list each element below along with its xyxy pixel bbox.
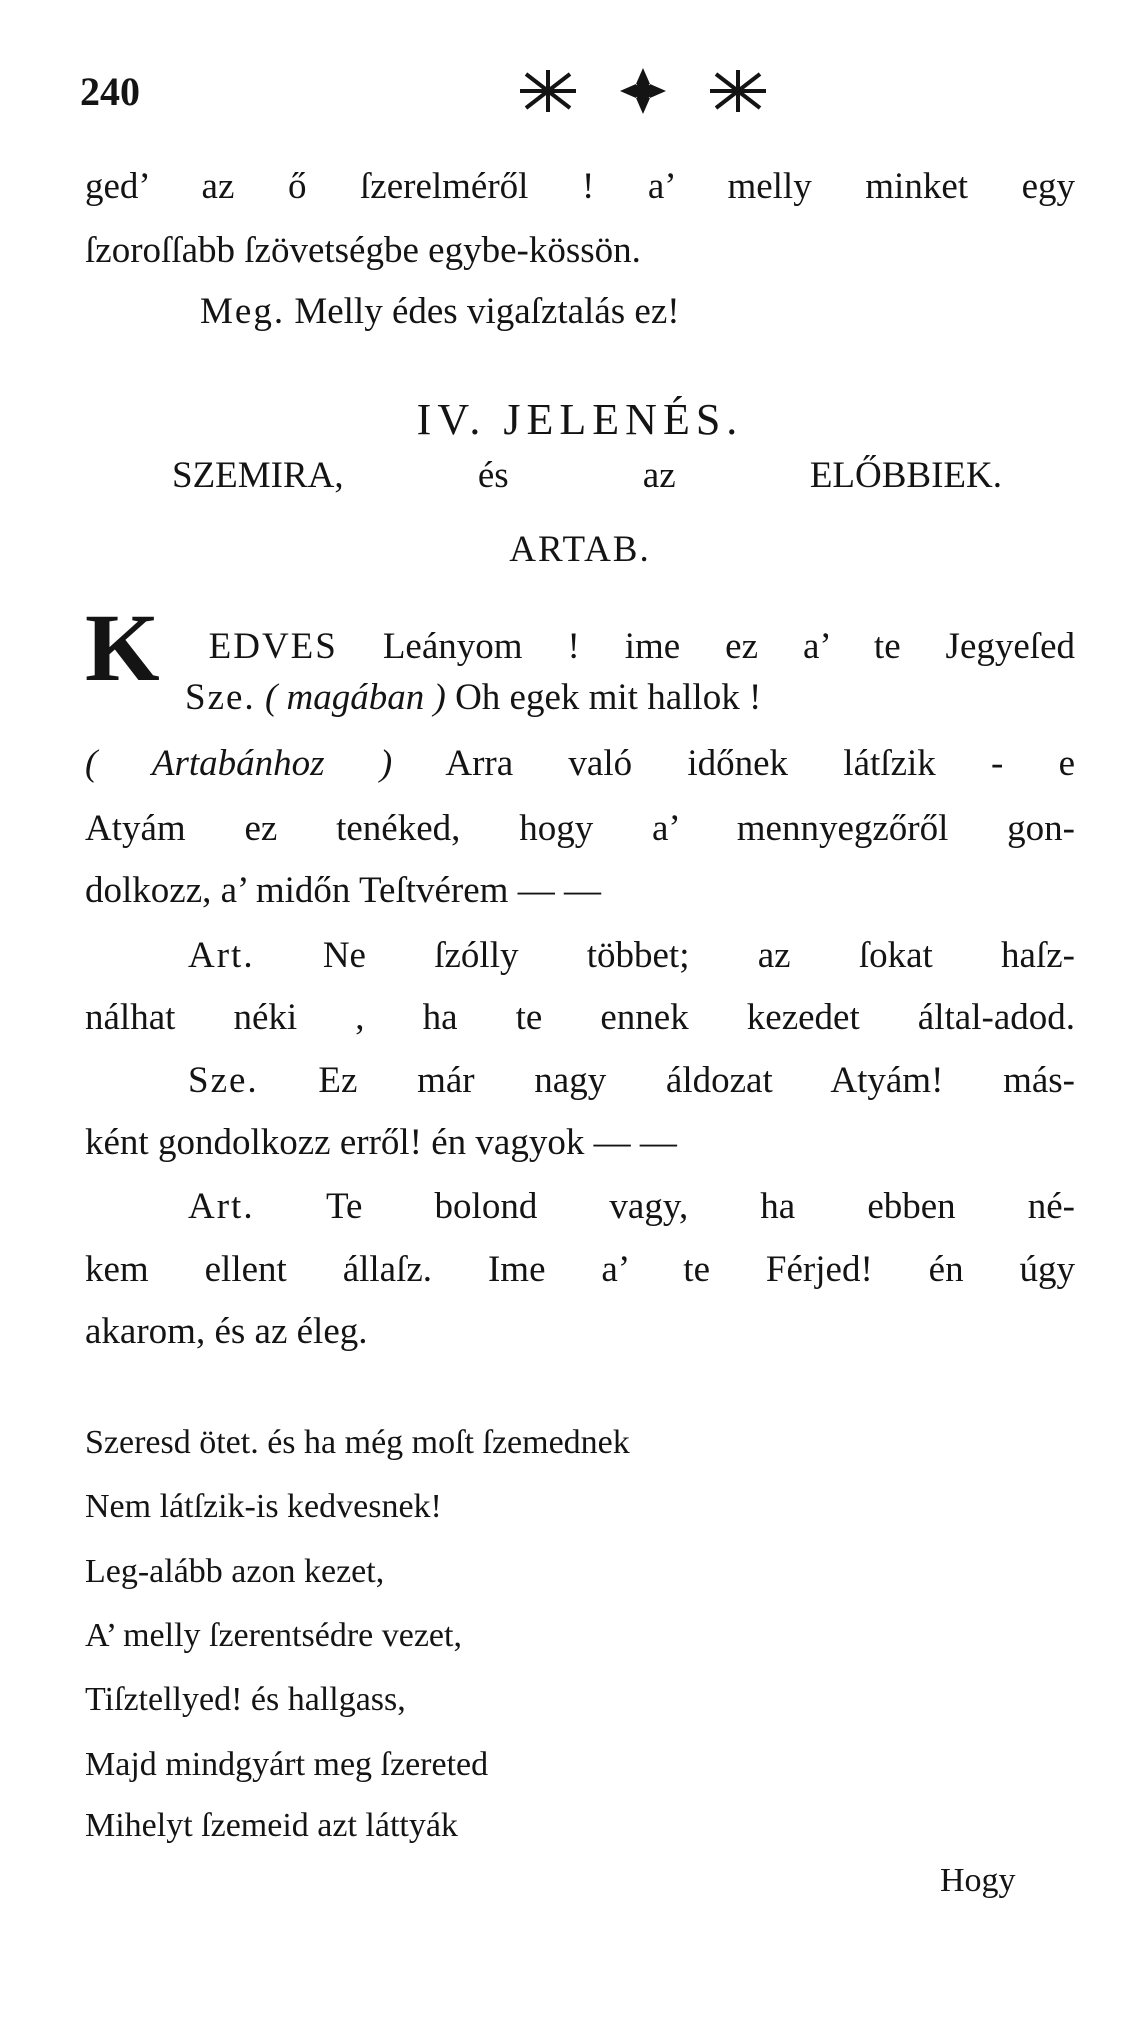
speech-text: Melly édes vigaſztalás ez! [294, 291, 680, 332]
speech-text: Ez már nagy áldozat Atyám! más- [318, 1060, 1075, 1101]
text-line: akarom, és az éleg. [85, 1311, 368, 1352]
running-header [80, 66, 1070, 122]
speech-line [185, 676, 1075, 720]
catchword: Hogy [940, 1862, 1016, 1899]
stage-direction: ( magában ) [264, 677, 446, 718]
speech-text: Leányom ! ime ez a’ te Jegyeſed [382, 626, 1076, 667]
speech-line [200, 290, 1070, 334]
speaker-name: Sze. [188, 1060, 259, 1101]
speaker-name: Meg. [200, 291, 286, 332]
verse-line: Tiſztellyed! és hallgass, [85, 1681, 406, 1718]
verse-line: A’ melly ſzerentsédre vezet, [85, 1617, 462, 1654]
cast-line [172, 454, 1002, 498]
text-line: ged’ az ő ſzerelméről ! a’ melly minket egy [85, 166, 1075, 207]
character-name: ELŐBBIEK. [809, 455, 1003, 496]
speech-line [188, 934, 1075, 978]
text-line: nálhat néki , ha te ennek kezedet által-adod. [85, 997, 1075, 1038]
verse-line: Majd mindgyárt meg ſzereted [85, 1746, 489, 1783]
scene-heading: IV. JELENÉS. [416, 395, 744, 444]
text-line: dolkozz, a’ midőn Teſtvérem — — [85, 870, 601, 911]
connector-text: és az [477, 455, 676, 496]
text-line: ſzoroſſabb ſzövetségbe egybe-kössön. [85, 230, 641, 271]
speaker-name: Art. [188, 1186, 255, 1227]
stage-direction: ( Artabánhoz ) [85, 743, 393, 784]
ornament-stars-icon [508, 66, 778, 116]
text-line: ként gondolkozz erről! én vagyok — — [85, 1122, 677, 1163]
speech-text: Te bolond vagy, ha ebben né- [326, 1186, 1075, 1227]
verse-line: Szeresd ötet. és ha még moſt ſzemednek [85, 1424, 630, 1461]
speaker-heading: ARTAB. [509, 529, 651, 570]
speech-line [188, 1185, 1075, 1229]
text-line: Atyám ez tenéked, hogy a’ mennyegzőről gon- [85, 808, 1075, 849]
page-number: 240 [80, 69, 140, 114]
speech-text: Arra való időnek látſzik - e [445, 743, 1076, 784]
speech-first-word: EDVES [208, 626, 338, 667]
speech-line [85, 742, 1075, 786]
drop-cap: K [85, 594, 160, 701]
text-line: kem ellent állaſz. Ime a’ te Férjed! én úgy [85, 1249, 1075, 1290]
speaker-name: Art. [188, 935, 255, 976]
speech-text: Oh egek mit hallok ! [455, 677, 762, 718]
speaker-name: Sze. [185, 677, 256, 718]
speech-line [188, 1059, 1075, 1103]
verse-line: Nem látſzik-is kedvesnek! [85, 1488, 442, 1525]
verse-line: Mihelyt ſzemeid azt láttyák [85, 1807, 458, 1844]
speech-text: Ne ſzólly többet; az ſokat haſz- [322, 935, 1075, 976]
verse-line: Leg-alább azon kezet, [85, 1553, 385, 1590]
character-name: SZEMIRA, [172, 455, 344, 496]
